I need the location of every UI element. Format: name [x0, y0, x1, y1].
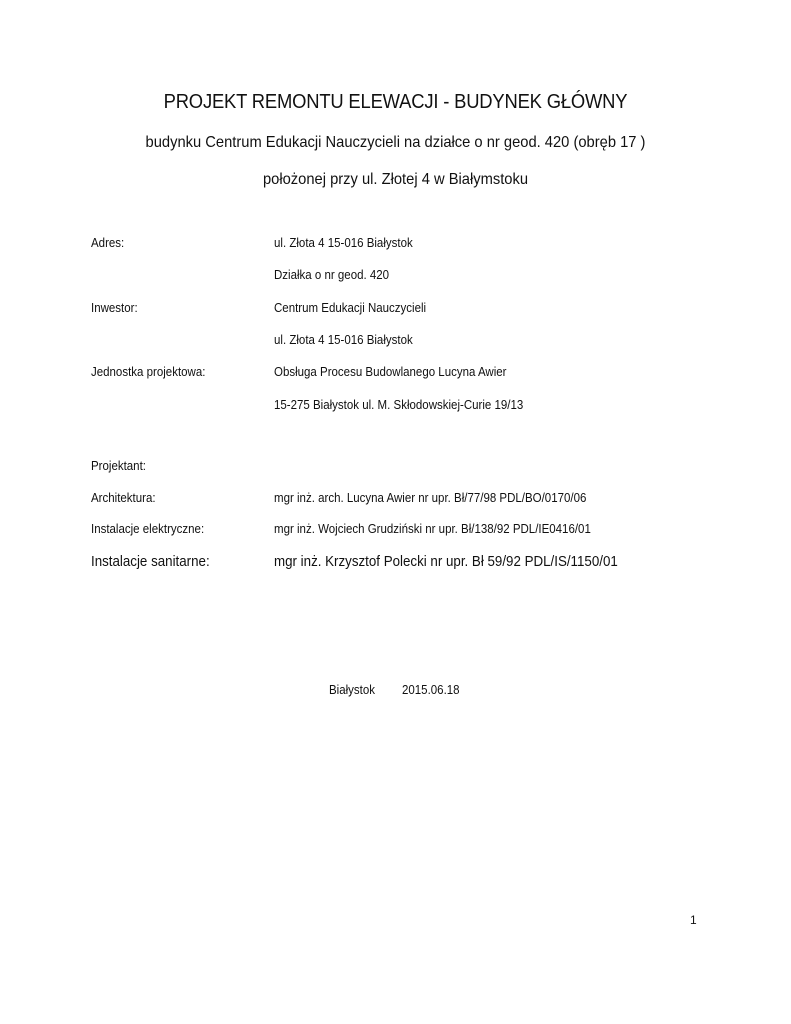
address-label: Adres:: [91, 236, 125, 250]
design-unit-line-1: Obsługa Procesu Budowlanego Lucyna Awier: [274, 365, 507, 379]
address-line-1: ul. Złota 4 15-016 Białystok: [274, 236, 413, 250]
document-subtitle: budynku Centrum Edukacji Nauczycieli na działce o nr geod. 420 (obręb 17 ): [145, 134, 646, 151]
investor-label: Inwestor:: [91, 301, 138, 315]
page-number: 1: [690, 913, 697, 927]
document-location-line: położonej przy ul. Złotej 4 w Białymstoku: [262, 171, 529, 188]
sanitary-label: Instalacje sanitarne:: [91, 554, 210, 570]
designers-heading: Projektant:: [91, 459, 146, 473]
architecture-label: Architektura:: [91, 491, 156, 505]
design-unit-label: Jednostka projektowa:: [91, 365, 206, 379]
electrical-value: mgr inż. Wojciech Grudziński nr upr. Bł/138/92 PDL/IE0416/01: [274, 522, 591, 536]
investor-line-2: ul. Złota 4 15-016 Białystok: [274, 333, 413, 347]
document-title: PROJEKT REMONTU ELEWACJI - BUDYNEK GŁÓWNY: [163, 91, 628, 113]
design-unit-line-2: 15-275 Białystok ul. M. Skłodowskiej-Curie 19/13: [274, 398, 524, 412]
architecture-value: mgr inż. arch. Lucyna Awier nr upr. Bł/77/98 PDL/BO/0170/06: [274, 491, 587, 505]
sanitary-value: mgr inż. Krzysztof Polecki nr upr. Bł 59/92 PDL/IS/1150/01: [274, 554, 618, 570]
electrical-label: Instalacje elektryczne:: [91, 522, 205, 536]
investor-line-1: Centrum Edukacji Nauczycieli: [274, 301, 427, 315]
footer-city: Białystok: [329, 683, 376, 697]
footer-date: 2015.06.18: [402, 683, 460, 697]
address-line-2: Działka o nr geod. 420: [274, 268, 390, 282]
